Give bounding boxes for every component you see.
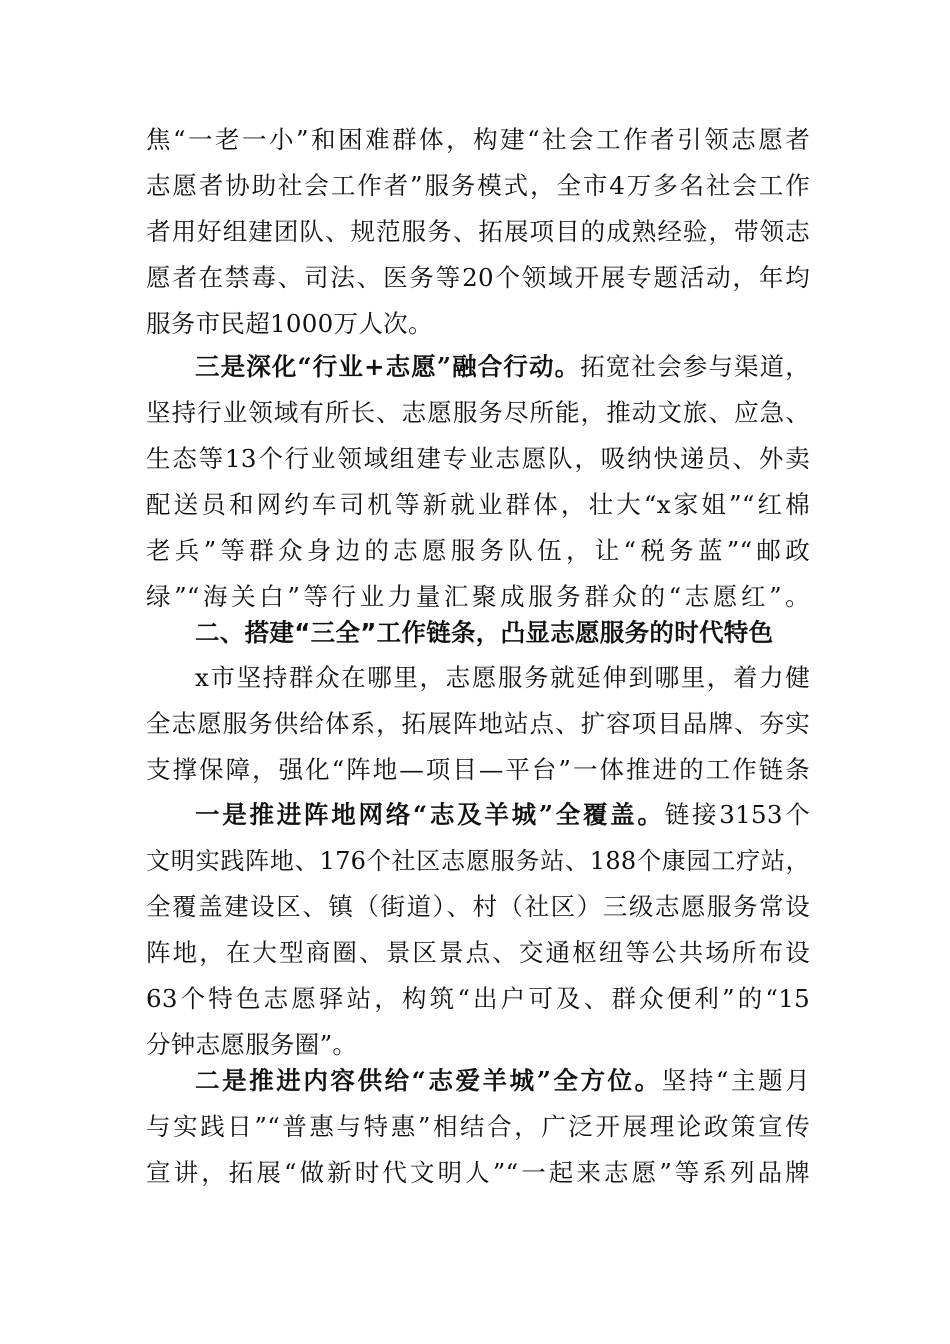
paragraph-first-line: x市坚持群众在哪里，志愿服务就延伸到哪里，着力健 [195, 663, 810, 692]
paragraph-line: 志愿者协助社会工作者”服务模式，全市4万多名社会工作 [146, 171, 810, 200]
paragraph-lead: 一是推进阵地网络“志及羊城”全覆盖。 [195, 800, 665, 829]
paragraph-line: 生态等13个行业领域组建专业志愿队，吸纳快递员、外卖 [146, 444, 810, 473]
paragraph-line: 63个特色志愿驿站，构筑“出户可及、群众便利”的“15 [146, 984, 810, 1013]
paragraph-line: 分钟志愿服务圈”。 [146, 1030, 358, 1059]
paragraph-line: 宣讲，拓展“做新时代文明人”“一起来志愿”等系列品牌 [146, 1158, 810, 1187]
paragraph-line: 支撑保障，强化“阵地—项目—平台”一体推进的工作链条 [146, 755, 810, 784]
paragraph-line: 配送员和网约车司机等新就业群体，壮大“x家姐”“红棉 [146, 490, 810, 519]
section-heading: 二、搭建“三全”工作链条，凸显志愿服务的时代特色 [195, 618, 774, 647]
paragraph-line: 老兵”等群众身边的志愿服务队伍，让“税务蓝”“邮政 [146, 536, 810, 565]
paragraph-line: 文明实践阵地、176个社区志愿服务站、188个康园工疗站， [146, 847, 810, 875]
paragraph-first-line [195, 1058, 810, 1104]
paragraph-line: 全志愿服务供给体系，拓展阵地站点、扩容项目品牌、夯实 [146, 709, 810, 738]
paragraph-line: 全覆盖建设区、镇（街道）、村（社区）三级志愿服务常设 [146, 892, 810, 921]
paragraph-line: 与实践日”“普惠与特惠”相结合，广泛开展理论政策宣传 [146, 1112, 810, 1141]
paragraph-first-line [195, 344, 810, 390]
paragraph-first-rest: 拓宽社会参与渠道， [580, 352, 810, 381]
paragraph-first-rest: 链接3153个 [664, 800, 810, 829]
paragraph-line: 焦“一老一小”和困难群体，构建“社会工作者引领志愿者 [146, 125, 810, 154]
paragraph-line: 阵地，在大型商圈、景区景点、交通枢纽等公共场所布设 [146, 938, 810, 967]
paragraph-first-line [195, 792, 810, 838]
paragraph-line: 服务市民超1000万人次。 [146, 309, 433, 338]
paragraph-line: 坚持行业领域有所长、志愿服务尽所能，推动文旅、应急、 [146, 398, 810, 427]
paragraph-line: 绿”“海关白”等行业力量汇聚成服务群众的“志愿红”。 [146, 582, 810, 611]
paragraph-lead: 三是深化“行业+志愿”融合行动。 [195, 352, 581, 381]
paragraph-line: 愿者在禁毒、司法、医务等20个领域开展专题活动，年均 [146, 263, 810, 292]
paragraph-first-rest: 坚持“主题月 [661, 1066, 810, 1095]
paragraph-line: 者用好组建团队、规范服务、拓展项目的成熟经验，带领志 [146, 217, 810, 246]
paragraph-lead: 二是推进内容供给“志爱羊城”全方位。 [195, 1066, 662, 1095]
